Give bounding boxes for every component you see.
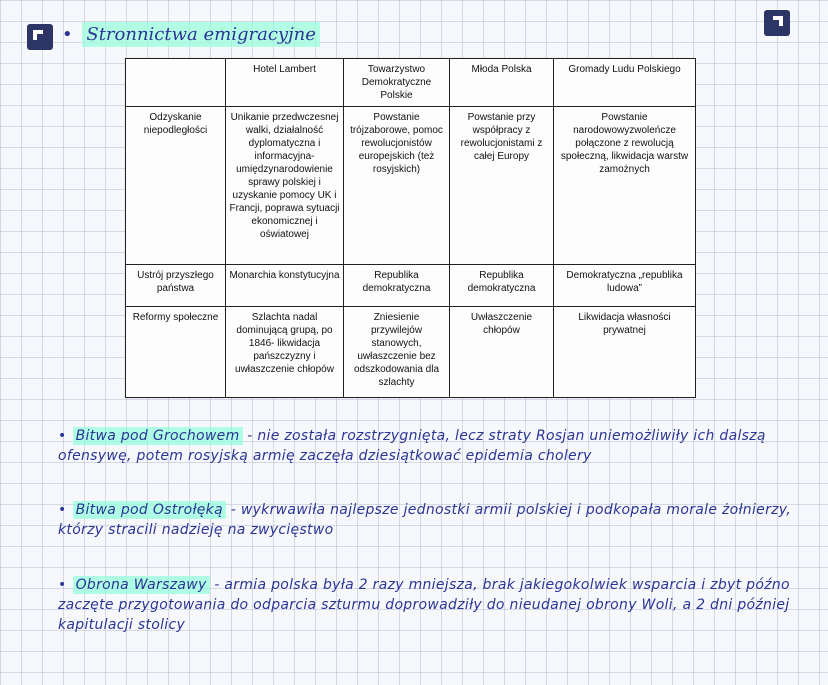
- page-heading: [62, 24, 320, 45]
- table-cell: Szlachta nadal dominującą grupą, po 1846- likwidacja pańszczyzny i uwłaszczenie chłopów: [226, 307, 344, 398]
- row-label: Reformy społeczne: [126, 307, 226, 398]
- note-highlight: Bitwa pod Grochowem: [73, 427, 243, 445]
- table-cell: Republika demokratyczna: [450, 265, 554, 307]
- bookmark-corner-icon-right: [764, 10, 790, 36]
- table-cell: Powstanie przy współpracy z rewolucjonistami z całej Europy: [450, 107, 554, 265]
- note-bullet: •: [58, 577, 67, 593]
- note-bullet: •: [58, 502, 67, 518]
- table-cell: Powstanie trójzaborowe, pomoc rewolucjonistów europejskich (też rosyjskich): [344, 107, 450, 265]
- header-cell-hotel-lambert: Hotel Lambert: [226, 59, 344, 107]
- note-text: - wykrwawiła najlepsze jednostki armii polskiej i podkopała morale żołnierzy, którzy stracili nadzieję na zwycięstwo: [58, 502, 792, 538]
- table-cell: Zniesienie przywilejów stanowych, uwłaszczenie bez odszkodowania dla szlachty: [344, 307, 450, 398]
- heading-bullet: •: [62, 24, 73, 45]
- note-bullet: •: [58, 428, 67, 444]
- note-text: - nie została rozstrzygnięta, lecz straty Rosjan uniemożliwiły ich dalszą ofensywę, potem rosyjską armię zaczęła dziesiątkować epidemia cholery: [58, 428, 766, 464]
- parties-table: [125, 58, 696, 398]
- table-cell: Unikanie przedwczesnej walki, działalność dyplomatyczna i informacyjna- umiędzynarodowienie sprawy polskiej i uzyskanie pomocy UK i Francji, poprawa sytuacji ekonomicznej i oświatowej: [226, 107, 344, 265]
- note-ostroleka: [58, 500, 798, 540]
- table-cell: Likwidacja własności prywatnej: [554, 307, 696, 398]
- note-highlight: Bitwa pod Ostrołęką: [73, 501, 226, 519]
- table-header-row: [126, 59, 696, 107]
- header-cell-gromady: Gromady Ludu Polskiego: [554, 59, 696, 107]
- heading-title: Stronnictwa emigracyjne: [82, 22, 320, 47]
- table-row: [126, 307, 696, 398]
- table-cell: Demokratyczna „republika ludowa”: [554, 265, 696, 307]
- table-row: [126, 265, 696, 307]
- row-label: Ustrój przyszłego państwa: [126, 265, 226, 307]
- header-cell-empty: [126, 59, 226, 107]
- note-highlight: Obrona Warszawy: [73, 576, 210, 594]
- table-cell: Powstanie narodowowyzwoleńcze połączone z rewolucją społeczną, likwidacja warstw zamożnych: [554, 107, 696, 265]
- table-cell: Republika demokratyczna: [344, 265, 450, 307]
- table-cell: Uwłaszczenie chłopów: [450, 307, 554, 398]
- note-warszawa: [58, 575, 798, 635]
- row-label: Odzyskanie niepodległości: [126, 107, 226, 265]
- table-cell: Monarchia konstytucyjna: [226, 265, 344, 307]
- note-grochow: [58, 426, 798, 466]
- table-row: [126, 107, 696, 265]
- note-text: - armia polska była 2 razy mniejsza, brak jakiegokolwiek wsparcia i zbyt późno zaczęte przygotowania do odparcia szturmu doprowadziły do nieudanej obrony Woli, a 2 dni później kapitulacji stolicy: [58, 577, 790, 633]
- header-cell-tdp: Towarzystwo Demokratyczne Polskie: [344, 59, 450, 107]
- header-cell-mloda-polska: Młoda Polska: [450, 59, 554, 107]
- parties-table-image: [125, 58, 695, 398]
- bookmark-corner-icon: [27, 24, 53, 50]
